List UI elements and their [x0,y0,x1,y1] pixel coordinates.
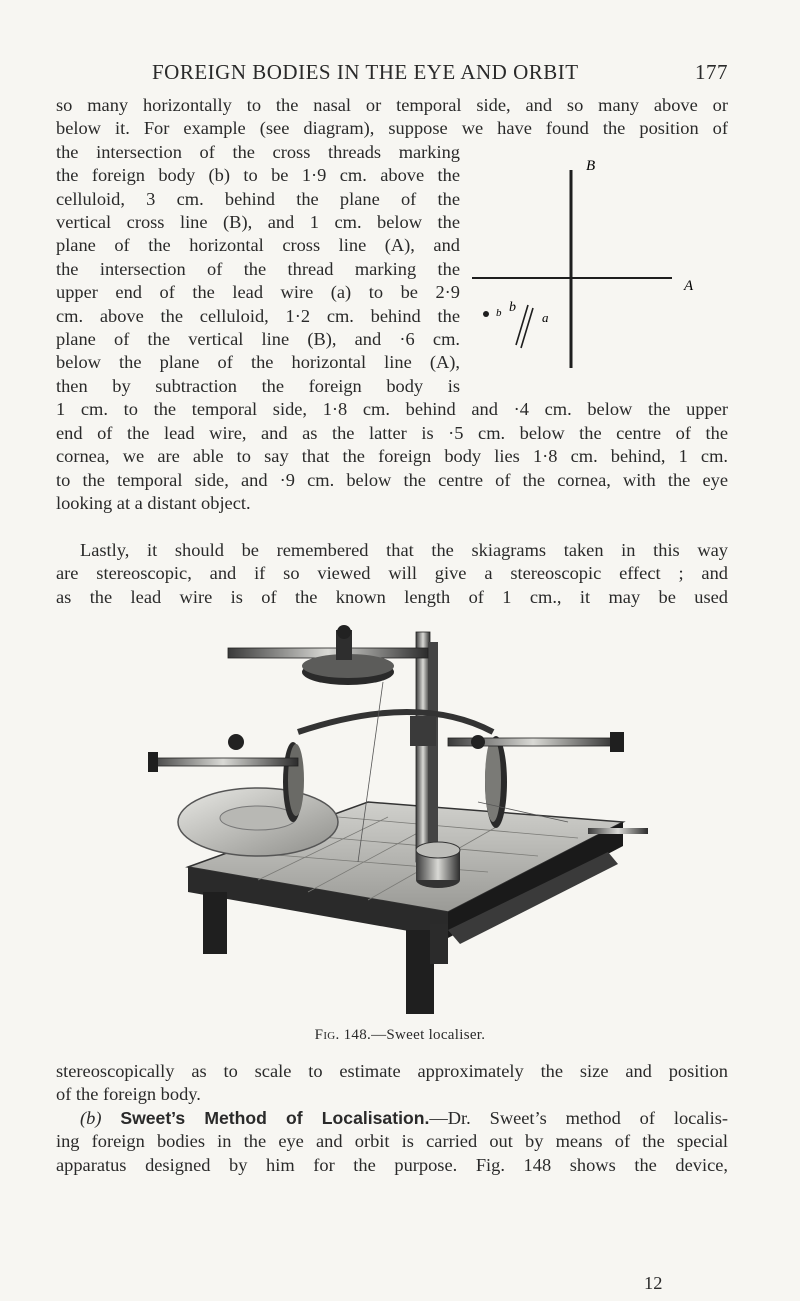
text-line: apparatus designed by him for the purpose. Fig. 148 shows the device, [56,1154,728,1175]
cross-line-diagram [472,150,732,410]
signature-mark: 12 [644,1273,663,1293]
lead-wire-line [521,308,533,348]
text-line: vertical cross line (B), and 1 cm. below the [56,212,460,233]
text-line: below the plane of the horizontal line (A), [56,352,460,373]
text-line: Lastly, it should be remembered that the skiagrams taken in this way [80,540,728,560]
text-line: to the temporal side, and ·9 cm. below the centre of the cornea, with the eye [56,469,728,490]
figure-caption-text: —Sweet localiser. [371,1027,486,1043]
text-line: celluloid, 3 cm. behind the plane of the [56,188,460,209]
label-A: A [684,278,694,294]
text-line: stereoscopically as to scale to estimate approximately the size and position [56,1061,728,1081]
text-line: upper end of the lead wire (a) to be 2·9 [56,282,460,303]
label-b: b [496,307,502,319]
text-line: cm. above the celluloid, 1·2 cm. behind the [56,305,460,326]
label-B: B [586,158,596,174]
text-line: are stereoscopic, and if so viewed will give a stereoscopic effect ; and [56,563,728,584]
text-line: then by subtraction the foreign body is [56,375,460,396]
text-line: looking at a distant object. [56,492,251,513]
paragraph-scale-estimate [56,1060,728,1107]
label-a-lower: a [542,310,549,325]
text-line: end of the lead wire, and as the latter is ·5 cm. below the centre of the [56,422,728,443]
figure-number: Fig. 148. [314,1027,372,1043]
section-label: (b) [80,1108,102,1128]
sweet-localiser-illustration [148,612,648,1018]
text-line: so many horizontally to the nasal or temporal side, and so many above or [56,95,728,115]
text-line: the foreign body (b) to be 1·9 cm. above the [56,165,460,186]
text-line: the intersection of the thread marking the [56,258,460,279]
figure-caption [0,1027,800,1044]
foreign-body-marker [483,311,489,317]
text-line: plane of the horizontal cross line (A), and [56,235,460,256]
text-line [56,1107,728,1130]
text-line: plane of the vertical line (B), and ·6 cm. [56,329,460,350]
lead-wire-line [516,305,528,345]
paragraph-stereoscopic [56,539,728,609]
text-line: below it. For example (see diagram), suppose we have found the position of [56,118,728,139]
text-line: the intersection of the cross threads marking [56,141,460,162]
text-line: ing foreign bodies in the eye and orbit is carried out by means of the special [56,1131,728,1152]
paragraph-sweet-method [56,1107,728,1177]
text-line: cornea, we are able to say that the foreign body lies 1·8 cm. behind, 1 cm. [56,446,728,467]
text-line: of the foreign body. [56,1084,201,1105]
text-line: as the lead wire is of the known length of 1 cm., it may be used [56,586,728,607]
section-heading: Sweet’s Method of Localisation. [120,1108,430,1128]
page-number: 177 [695,60,728,84]
label-b-upper: b [509,300,516,315]
text-line: 1 cm. to the temporal side, 1·8 cm. behind and ·4 cm. below the upper [56,399,728,420]
running-title: FOREIGN BODIES IN THE EYE AND ORBIT [152,60,579,84]
text-fragment: —Dr. Sweet’s method of localis- [429,1108,728,1128]
